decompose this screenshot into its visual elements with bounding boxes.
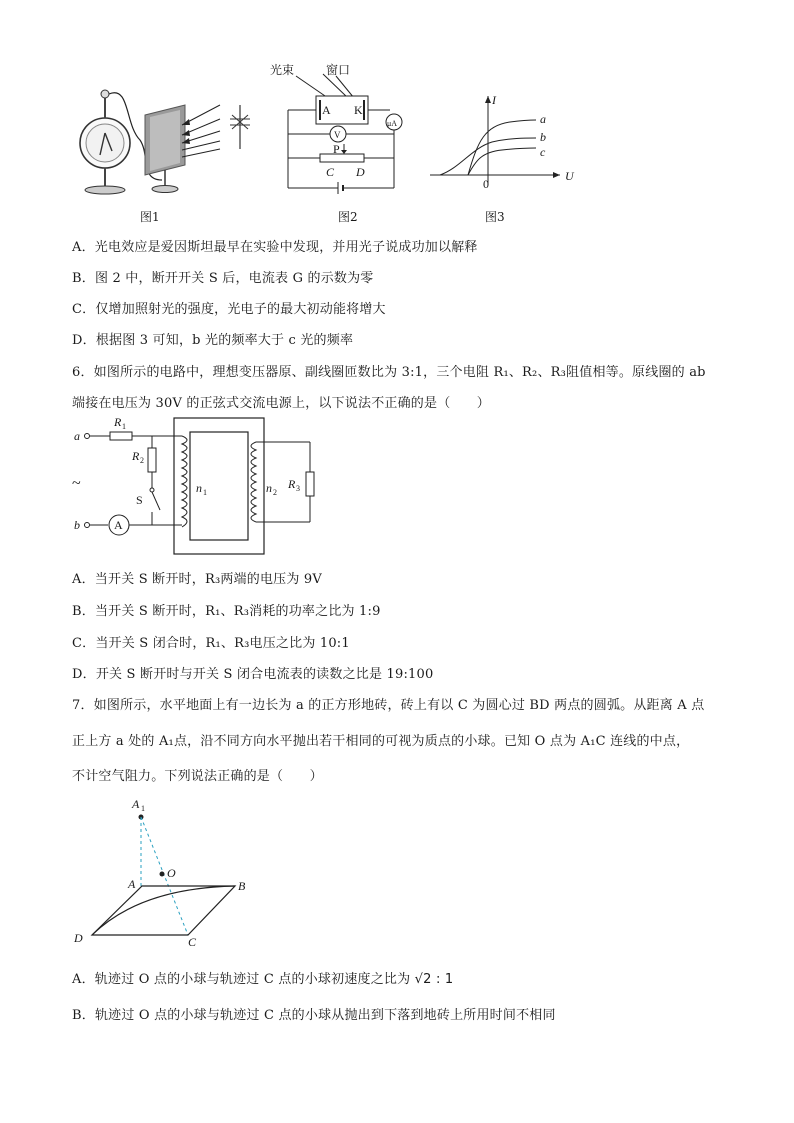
label-O: O xyxy=(167,866,176,880)
label-C: C xyxy=(188,935,197,949)
label-C: C xyxy=(326,165,335,179)
axis-U: U xyxy=(565,169,574,183)
label-P: P xyxy=(333,142,340,156)
figure-2-caption: 图2 xyxy=(338,210,358,224)
svg-text:1: 1 xyxy=(141,804,145,813)
q7-tile-figure xyxy=(70,792,270,952)
label-b: b xyxy=(540,130,546,144)
q6-option-a: A．当开关 S 断开时，R₃两端的电压为 9V xyxy=(72,572,322,587)
label-c: c xyxy=(540,145,546,159)
q5-option-b: B．图 2 中，断开开关 S 后，电流表 G 的示数为零 xyxy=(72,271,374,286)
label-R3: R xyxy=(288,477,296,491)
q6-stem-line1: 6．如图所示的电路中，理想变压器原、副线圈匝数比为 3:1，三个电阻 R₁、R₂、R₃阻值相等。原线圈的 ab xyxy=(72,365,706,380)
q7-option-a-text: A．轨迹过 O 点的小球与轨迹过 C 点的小球初速度之比为 xyxy=(72,972,411,987)
q7-stem-line2: 正上方 a 处的 A₁点，沿不同方向水平抛出若干相同的可视为质点的小球。已知 O 点为 A₁C 连线的中点， xyxy=(72,734,690,749)
axis-I: I xyxy=(492,93,496,107)
label-n1: n xyxy=(196,481,202,495)
q6-transformer-circuit xyxy=(70,412,330,562)
ammeter-A: A xyxy=(114,518,123,532)
label-V: V xyxy=(334,130,341,140)
q7-option-a-ratio: √2 : 1 xyxy=(414,972,454,987)
q5-option-a: A．光电效应是爱因斯坦最早在实验中发现，并用光子说成功加以解释 xyxy=(72,240,478,255)
label-uA: μA xyxy=(387,119,398,128)
svg-text:1: 1 xyxy=(203,488,207,497)
figure-1 xyxy=(70,85,280,210)
svg-text:2: 2 xyxy=(140,456,144,465)
curve-a xyxy=(468,120,536,175)
q5-option-c: C．仅增加照射光的强度，光电子的最大初动能将增大 xyxy=(72,302,386,317)
figure-3-caption: 图3 xyxy=(485,210,505,224)
svg-text:3: 3 xyxy=(296,484,300,493)
label-a: a xyxy=(540,112,546,126)
svg-text:2: 2 xyxy=(273,488,277,497)
figure-1-caption: 图1 xyxy=(140,210,160,224)
ac-source-symbol: ~ xyxy=(72,475,81,492)
origin-0: 0 xyxy=(483,177,489,190)
q7-option-b: B．轨迹过 O 点的小球与轨迹过 C 点的小球从抛出到下落到地砖上所用时间不相同 xyxy=(72,1008,556,1023)
label-A: A xyxy=(322,103,331,117)
q7-option-a xyxy=(72,968,453,987)
q6-option-b: B．当开关 S 断开时，R₁、R₃消耗的功率之比为 1:9 xyxy=(72,604,381,619)
curve-c xyxy=(468,148,536,175)
label-R1: R xyxy=(114,415,122,429)
q7-stem-line3: 不计空气阻力。下列说法正确的是（ ） xyxy=(72,769,323,784)
terminal-a: a xyxy=(74,429,80,443)
figure-3 xyxy=(430,90,590,190)
label-S: S xyxy=(136,493,143,507)
label-window: 窗口 xyxy=(326,63,351,77)
svg-text:1: 1 xyxy=(122,422,126,431)
label-beam: 光束 xyxy=(270,63,295,77)
label-n2: n xyxy=(266,481,272,495)
q6-stem-line2: 端接在电压为 30V 的正弦式交流电源上，以下说法不正确的是（ ） xyxy=(72,396,490,411)
terminal-b: b xyxy=(74,518,80,532)
figure-2 xyxy=(268,60,418,200)
label-R2: R xyxy=(132,449,140,463)
label-D: D xyxy=(74,931,83,945)
label-D: D xyxy=(356,165,365,179)
label-A1: A xyxy=(132,797,140,811)
q6-option-c: C．当开关 S 闭合时，R₁、R₃电压之比为 10:1 xyxy=(72,636,350,651)
label-K: K xyxy=(354,103,363,117)
q7-stem-line1: 7．如图所示，水平地面上有一边长为 a 的正方形地砖，砖上有以 C 为圆心过 BD 两点的圆弧。从距离 A 点 xyxy=(72,698,705,713)
label-B: B xyxy=(238,879,246,893)
q5-option-d: D．根据图 3 可知，b 光的频率大于 c 光的频率 xyxy=(72,333,354,348)
label-A: A xyxy=(128,877,136,891)
q6-option-d: D．开关 S 断开时与开关 S 闭合电流表的读数之比是 19:100 xyxy=(72,667,434,682)
